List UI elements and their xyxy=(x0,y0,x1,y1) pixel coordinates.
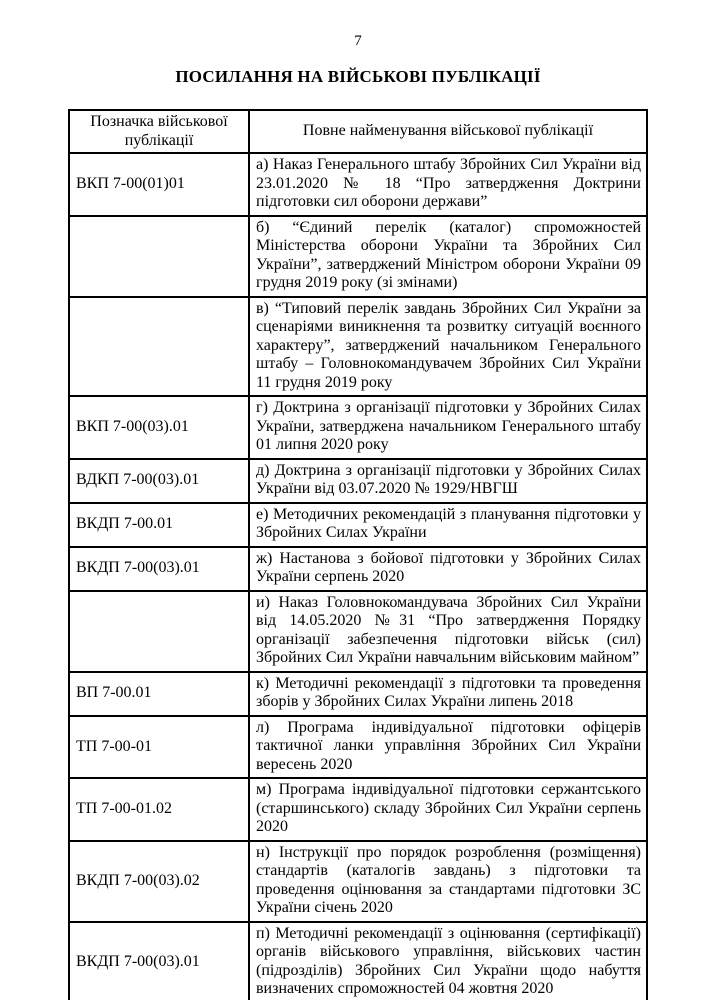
table-row xyxy=(69,547,647,591)
table-row xyxy=(69,778,647,841)
publication-title: б) “Єдиний перелік (каталог) спроможностей Міністерства оборони України та Збройних Сил України”, затверджений Міністром оборони України 09 грудня 2019 року (зі змінами) xyxy=(249,216,647,297)
publication-code: ВДКП 7-00(03).01 xyxy=(69,459,249,503)
publication-title: л) Програма індивідуальної підготовки офіцерів тактичної ланки управління Збройних Сил України вересень 2020 xyxy=(249,716,647,779)
publication-code: ТП 7-00-01 xyxy=(69,716,249,779)
publication-code: ВКДП 7-00(03).01 xyxy=(69,922,249,1000)
publication-title: а) Наказ Генерального штабу Збройних Сил України від 23.01.2020 № 18 “Про затвердження Доктрини підготовки сил оборони держави” xyxy=(249,153,647,216)
publication-code: ВКДП 7-00(03).02 xyxy=(69,841,249,922)
publication-code: ТП 7-00-01.02 xyxy=(69,778,249,841)
table-row xyxy=(69,153,647,216)
publication-title: ж) Настанова з бойової підготовки у Збройних Силах України серпень 2020 xyxy=(249,547,647,591)
publication-code xyxy=(69,297,249,397)
publication-title: д) Доктрина з організації підготовки у Збройних Силах України від 03.07.2020 № 1929/НВГШ xyxy=(249,459,647,503)
publication-title: п) Методичні рекомендації з оцінювання (сертифікації) органів військового управління, військових частин (підрозділів) Збройних Сил України щодо набуття визначених спроможностей 04 жовтня 2020 xyxy=(249,922,647,1000)
table-row xyxy=(69,716,647,779)
publication-code: ВКП 7-00(03).01 xyxy=(69,396,249,459)
publication-title: и) Наказ Головнокомандувача Збройних Сил України від 14.05.2020 №31 “Про затвердження Порядку організації забезпечення підготовки військ (сил) Збройних Сил України навчальним військовим майном” xyxy=(249,591,647,672)
table-row xyxy=(69,922,647,1000)
table-row xyxy=(69,672,647,716)
publication-title: к) Методичні рекомендації з підготовки та проведення зборів у Збройних Силах України липень 2018 xyxy=(249,672,647,716)
header-publication-code: Позначка військової публікації xyxy=(69,110,249,153)
publication-title: г) Доктрина з організації підготовки у Збройних Силах України, затверджена начальником Генерального штабу 01 липня 2020 року xyxy=(249,396,647,459)
page-number: 7 xyxy=(354,33,362,49)
table-row xyxy=(69,297,647,397)
table-row xyxy=(69,396,647,459)
publication-code: ВКП 7-00(01)01 xyxy=(69,153,249,216)
page-title: ПОСИЛАННЯ НА ВІЙСЬКОВІ ПУБЛІКАЦІЇ xyxy=(175,67,541,86)
publication-title: е) Методичних рекомендацій з планування підготовки у Збройних Силах України xyxy=(249,503,647,547)
table-row xyxy=(69,216,647,297)
publication-code xyxy=(69,591,249,672)
table-header-row xyxy=(69,110,647,153)
publication-code: ВКДП 7-00(03).01 xyxy=(69,547,249,591)
header-publication-name: Повне найменування військової публікації xyxy=(249,110,647,153)
publications-table-body xyxy=(69,153,647,1000)
publication-code: ВП 7-00.01 xyxy=(69,672,249,716)
publication-code xyxy=(69,216,249,297)
publication-title: н) Інструкції про порядок розроблення (розміщення) стандартів (каталогів завдань) з підготовки та проведення оцінювання за стандартами підготовки ЗС України січень 2020 xyxy=(249,841,647,922)
table-row xyxy=(69,591,647,672)
publications-table xyxy=(68,109,648,1000)
table-row xyxy=(69,459,647,503)
table-row xyxy=(69,503,647,547)
table-row xyxy=(69,841,647,922)
publication-title: в) “Типовий перелік завдань Збройних Сил України за сценаріями виникнення та розвитку ситуацій воєнного характеру”, затверджений начальником Генерального штабу – Головнокомандувачем Збройних Сил України 11 грудня 2019 року xyxy=(249,297,647,397)
publication-code: ВКДП 7-00.01 xyxy=(69,503,249,547)
publication-title: м) Програма індивідуальної підготовки сержантського (старшинського) складу Збройних Сил України серпень 2020 xyxy=(249,778,647,841)
